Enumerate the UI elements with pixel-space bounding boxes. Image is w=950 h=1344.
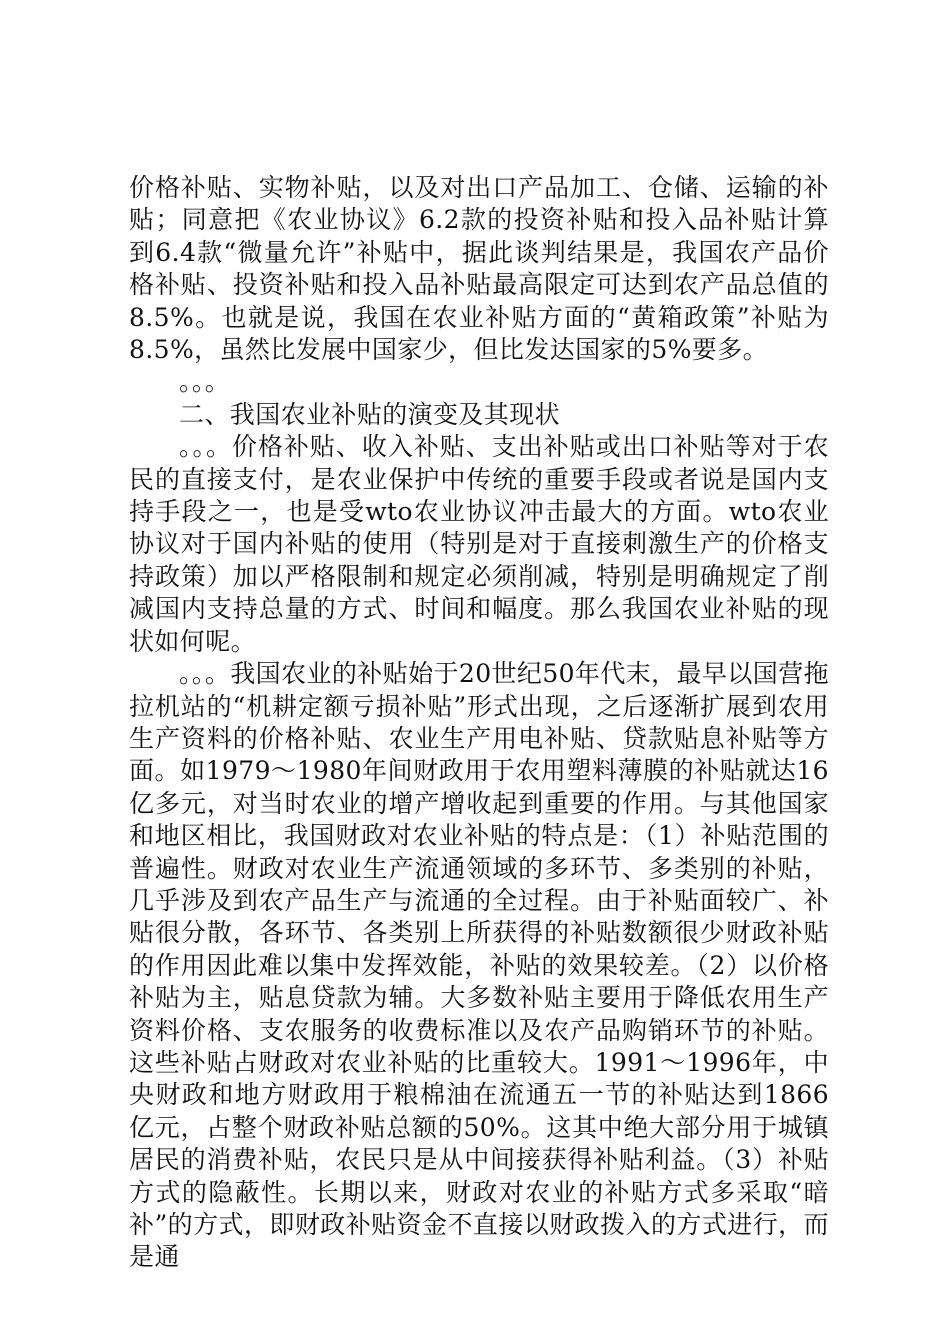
ellipsis-line: 。。。: [179, 367, 231, 397]
paragraph-subsidy-history: 。。。我国农业的补贴始于20世纪50年代末，最早以国营拖拉机站的“机耕定额亏损补贴”形式出现，之后逐渐扩展到农用生产资料的价格补贴、农业生产用电补贴、贷款贴息补贴等方面。如1979～1980年间财政用于农用塑料薄膜的补贴就达16亿多元，对当时农业的增产增收起到重要的作用。与其他国家和地区相比，我国财政对农业补贴的特点是：（1）补贴范围的普遍性。财政对农业生产流通领域的多环节、多类别的补贴，几乎涉及到农产品生产与流通的全过程。由于补贴面较广、补贴很分散，各环节、各类别上所获得的补贴数额很少财政补贴的作用因此难以集中发挥效能，补贴的效果较差。（2）以价格补贴为主，贴息贷款为辅。大多数补贴主要用于降低农用生产资料价格、支农服务的收费标准以及农产品购销环节的补贴。这些补贴占财政对农业补贴的比重较大。1991～1996年，中央财政和地方财政用于粮棉油在流通五一节的补贴达到1866亿元，占整个财政补贴总额的50%。这其中绝大部分用于城镇居民的消费补贴，农民只是从中间接获得补贴利益。（3）补贴方式的隐蔽性。长期以来，财政对农业的补贴方式多采取“暗补”的方式，即财政补贴资金不直接以财政拨入的方式进行，而是通: [129, 659, 829, 1272]
paragraph-continued: 价格补贴、实物补贴，以及对出口产品加工、仓储、运输的补贴；同意把《农业协议》6.2款的投资补贴和投入品补贴计算到6.4款“微量允许”补贴中，据此谈判结果是，我国农产品价格补贴、投资补贴和投入品补贴最高限定可达到农产品总值的8.5%。也就是说，我国在农业补贴方面的“黄箱政策”补贴为8.5%，虽然比发展中国家少，但比发达国家的5%要多。: [129, 173, 829, 365]
section-heading: 二、我国农业补贴的演变及其现状: [179, 399, 561, 429]
document-body: [129, 172, 829, 1274]
paragraph-subsidy-overview: 。。。价格补贴、收入补贴、支出补贴或出口补贴等对于农民的直接支付，是农业保护中传统的重要手段或者说是国内支持手段之一，也是受wto农业协议冲击最大的方面。wto农业协议对于国内补贴的使用（特别是对于直接刺激生产的价格支持政策）加以严格限制和规定必须削减，特别是明确规定了削减国内支持总量的方式、时间和幅度。那么我国农业补贴的现状如何呢。: [129, 432, 829, 656]
